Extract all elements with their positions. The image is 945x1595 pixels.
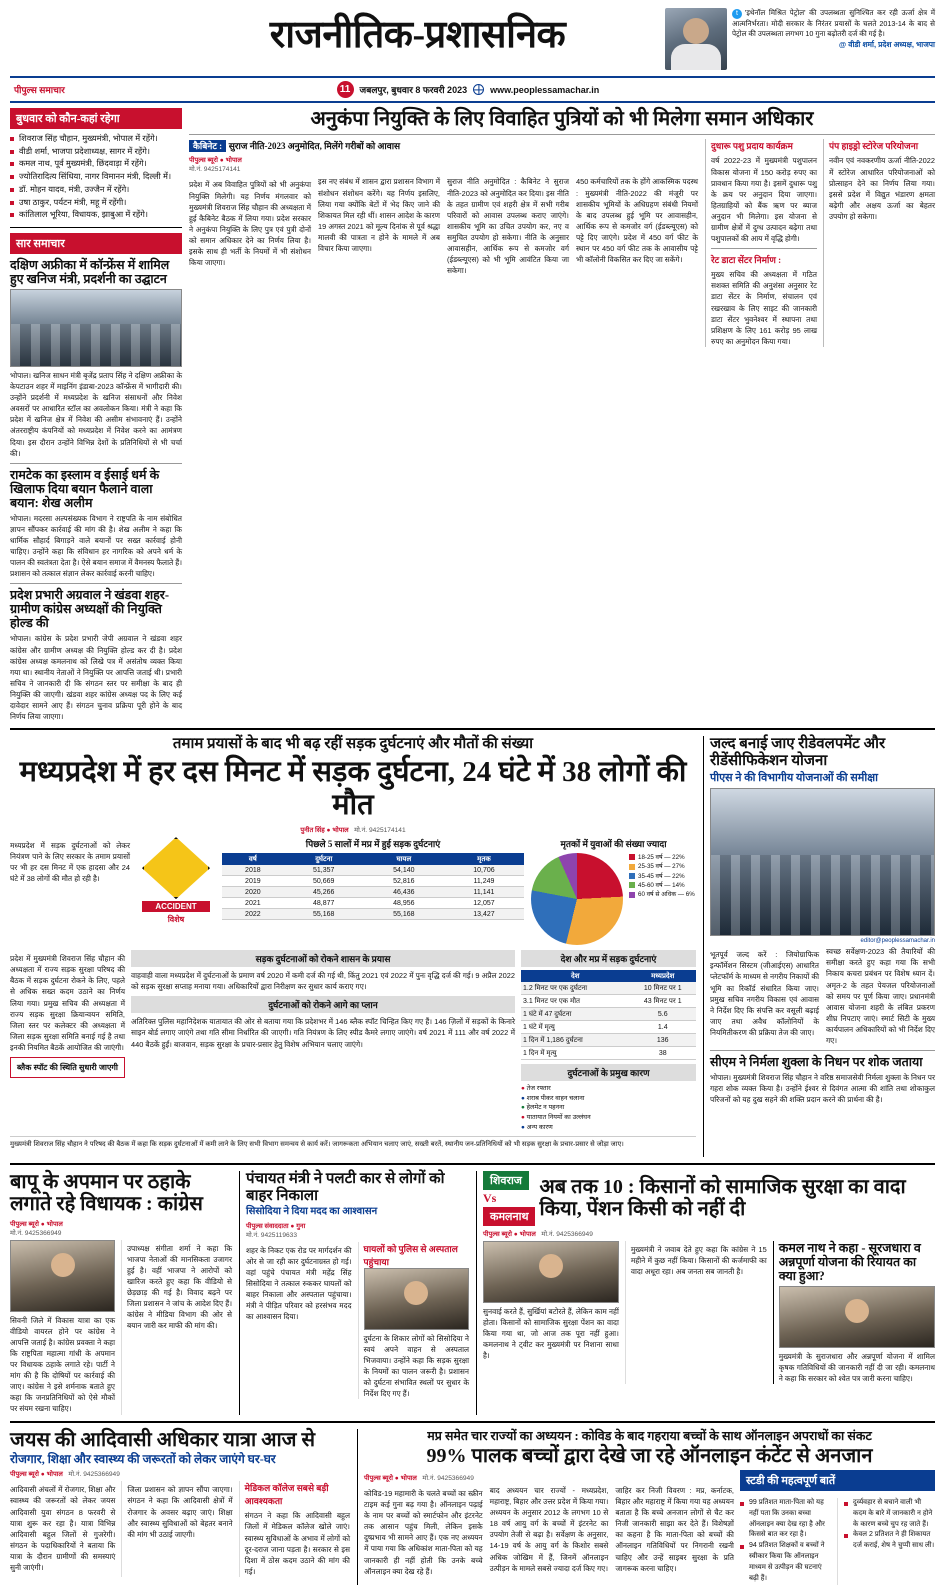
- bapu-col-2: उपाध्यक्ष संगीता शर्मा ने कहा कि भाजपा नेताओं की मानसिकता उजागर हुई है। वहीं भाजपा ने आरोपों को खारिज करते हुए कहा कि वीडियो से छेड़छाड़ की गई है। विवाद बढ़ने पर जिला प्रशासन ने जांच के आदेश दिए हैं। कांग्रेस ने मीडिया विभाग की ओर से बयान जारी कर माफी की मांग की।: [127, 1243, 232, 1331]
- masthead-center: [176, 8, 659, 56]
- legend-item: 35-45 वर्ष — 22%: [629, 872, 695, 881]
- future-plan-body: अतिरिक्त पुलिस महानिदेशक यातायात की ओर से बताया गया कि प्रदेशभर में 146 ब्लैक स्पॉट चिन्हित किए गए हैं। 146 ज़िलों में सड़कों के किनारे साइन बोर्ड लगाए जाएंगे तथा गति सीमा निर्धारित की जाएगी। गति नियंत्रण के लिए स्पीड कैमरे लगाए जाएंगे। वर्ष 2021 में 111 और वर्ष 2022 में 440 बैठकें हुईं। बाजवान, सड़क सुरक्षा के प्रचार-प्रसार हेतु विशेष अभियान चलाए जाएंगे।: [131, 1017, 515, 1049]
- online-byline: पीपुल्स ब्यूरो ● भोपाल मो.नं. 9425366949: [364, 1474, 474, 1482]
- bottom-row-1: [10, 1171, 935, 1415]
- accident-footer-note: मुख्यमंत्री शिवराज सिंह चौहान ने परिषद की बैठक में कहा कि सड़क दुर्घटनाओं में कमी लाने के लिए सभी विभाग समन्वय से कार्य करें। जागरूकता अभियान चलाए जाएं, सख्ती बरतें, स्थानीय जन-प्रतिनिधियों को भी सड़क सुरक्षा के प्रचार-प्रसार से जोड़ा जाए।: [10, 1136, 696, 1150]
- pie-chart-title: मृतकों में युवाओं की संख्या ज्यादा: [560, 839, 667, 850]
- accident-byline: पुनीत सिंह ● भोपाल मो.नं. 9425174141: [300, 827, 406, 835]
- causes-title: दुर्घटनाओं के प्रमुख कारण: [521, 1064, 696, 1081]
- special-tag: विशेष: [167, 915, 185, 925]
- list-item: ● यातायात नियमों का उल्लंघन: [521, 1113, 696, 1123]
- table-row: 2019 50,669 52,816 11,249: [222, 876, 524, 887]
- panchayat-subhead: सिसोदिया ने दिया मदद का आश्वासन: [246, 1206, 378, 1218]
- accident-intro-col: [10, 837, 130, 945]
- table-row: 1.2 मिनट पर एक दुर्घटना 10 मिनट पर 1: [521, 982, 696, 995]
- lead-headline[interactable]: अनुकंपा नियुक्ति के लिए विवाहित पुत्रियों को भी मिलेगा समान अधिकार: [310, 108, 814, 130]
- study-points-list-right: [837, 1498, 935, 1585]
- bapu-col-1: सिवनी जिले में विकास यात्रा का एक वीडियो वायरल होने पर कांग्रेस ने आपत्ति जताई है। कांग्रेस प्रवक्ता ने कहा कि राष्ट्रपिता महात्मा गांधी के अपमान पर विधायक ठहाके लगाते रहे। पार्टी ने मांग की है कि दोषियों पर कार्रवाई की जाए। कांग्रेस ने इसे शर्मनाक बताते हुए कहा कि जनप्रतिनिधियों को ऐसे मौकों पर संयम रखना चाहिए।: [10, 1315, 115, 1414]
- shivraj-photo: [483, 1241, 619, 1303]
- panchayat-story: [239, 1171, 469, 1415]
- study-points-box: [740, 1470, 935, 1585]
- causes-list: [521, 1084, 696, 1132]
- cattle-program-title: दुधारू पशु प्रदाय कार्यक्रम: [711, 141, 793, 152]
- table-row: 1 दिन में मृत्यु 38: [521, 1047, 696, 1060]
- country-state-col: [521, 950, 696, 1132]
- minister-photo: [364, 1268, 470, 1330]
- photo-caption: editor@peoplessamachar.in: [860, 938, 935, 945]
- online-overline: मप्र समेत चार राज्यों का अध्ययन : कोविड के बाद गहराया बच्चों के साथ ऑनलाइन अपराधों का संकट: [427, 1428, 872, 1443]
- list-item: दुर्व्यवहार से बचाने वाली भी कदम के बारे में जानकारी न होने के कारण बच्चे चुप रह जाते हैं।: [844, 1498, 935, 1531]
- tribal-byline: पीपुल्स ब्यूरो ● भोपाल मो.नं. 9425366949: [10, 1471, 120, 1479]
- table-row: 2018 51,357 54,140 10,706: [222, 865, 524, 876]
- list-item: ज्योतिरादित्य सिंधिया, नागर विमानन मंत्री, दिल्ली में।: [10, 171, 182, 184]
- accident-headline[interactable]: मध्यप्रदेश में हर दस मिनट में सड़क दुर्घटना, 24 घंटे में 38 लोगों की मौत: [19, 756, 687, 821]
- accident-body: प्रदेश में मुख्यमंत्री शिवराज सिंह चौहान की अध्यक्षता में राज्य सड़क सुरक्षा परिषद की बैठक में सड़क दुर्घटना रोकने के लिए, पहले से अधिक सख्त कदम उठाने का निर्णय लिया गया। प्रमुख सचिव की अध्यक्षता में राज्य सड़क सुरक्षा क्रियान्वयन समिति, जिला स्तर पर कलेक्टर की अध्यक्षता में जिला सड़क सुरक्षा समिति बनाई गई है तथा इनकी नियमित बैठकें आयोजित की जाएंगी।: [10, 954, 125, 1052]
- lead-body-wrap: [189, 139, 698, 347]
- prevention-title: सड़क दुर्घटनाओं को रोकने शासन के प्रयास: [131, 950, 515, 967]
- vs-mark: Vs: [483, 1190, 497, 1205]
- accident-table-col: [222, 837, 524, 945]
- mourn-headline[interactable]: सीएम ने निर्मला शुक्ला के निधन पर शोक जताया: [710, 1055, 923, 1070]
- list-item: 94 प्रतिशत शिक्षकों व बच्चों ने स्वीकार किया कि ऑनलाइन माध्यम से उत्पीड़न की घटनाएं बढ़ी हैं।: [740, 1541, 831, 1584]
- col-header: घायल: [364, 853, 444, 865]
- prevention-col: [131, 950, 515, 1132]
- accident-table: [222, 853, 524, 920]
- data-center-title: रेट डाटा सेंटर निर्माण :: [711, 255, 782, 266]
- tribal-subhead: रोजगार, शिक्षा और स्वास्थ्य की जरूरतों को लेकर जाएंगे घर-घर: [10, 1451, 276, 1466]
- shivraj-vs-kamalnath: [476, 1171, 935, 1415]
- lead-columns: [189, 176, 698, 276]
- left-story-3-body: भोपाल। कांग्रेस के प्रदेश प्रभारी जेपी अग्रवाल ने खंडवा शहर कांग्रेस और ग्रामीण अध्यक्ष की नियुक्ति होल्ड कर दी है। प्रदेश कांग्रेस अध्यक्ष कमलनाथ को लिखे पत्र में असंतोष व्यक्त किया गया था। स्थानीय नेताओं ने नियुक्ति पर आपत्ति जताई थी। प्रभारी सचिव ने जानकारी दी कि संगठन स्तर पर समीक्षा के बाद ही नियुक्ति की जाएगी। खंडवा शहर कांग्रेस अध्यक्ष पद के लिए कई दावेदार सामने आए हैं। संगठन चुनाव प्रक्रिया पूरी होने के बाद निर्णय लिया जाएगा।: [10, 634, 182, 722]
- medical-college-title: मेडिकल कॉलेज सबसे बड़ी आवश्यकता: [244, 1483, 329, 1507]
- accident-sign-label: ACCIDENT: [142, 901, 210, 912]
- age-distribution-pie-chart: [531, 853, 623, 945]
- country-state-title: देश और मप्र में सड़क दुर्घटनाएं: [521, 950, 696, 967]
- masthead: [10, 8, 935, 70]
- vs-headline[interactable]: अब तक 10 : किसानों को सामाजिक सुरक्षा का वादा किया, पेंशन किसी को नहीं दी: [539, 1175, 906, 1221]
- list-item: 99 प्रतिशत माता-पिता को यह नहीं पता कि उनका बच्चा ऑनलाइन क्या देख रहा है और किससे बात कर रहा है।: [740, 1498, 831, 1541]
- left-story-1-body: भोपाल। खनिज साधन मंत्री बृजेंद्र प्रताप सिंह ने दक्षिण अफ्रीका के केपटाउन शहर में माइनिंग इंडाबा-2023 कॉन्फ्रेंस में भागीदारी की। उन्होंने प्रदर्शनी में मध्यप्रदेश के खनिज संसाधनों और निवेश अवसरों पर आधारित स्टॉल का अवलोकन किया। मंत्री ने कहा कि प्रदेश में खनिज क्षेत्र में निवेश की असीम संभावनाएं हैं। उन्होंने अंतरराष्ट्रीय कंपनियों को मध्यप्रदेश में निवेश करने का आमंत्रण दिया। इस दौरान उन्होंने विभिन्न देशों के प्रतिनिधियों से भी चर्चा की।: [10, 370, 182, 458]
- lead-col-3: सुराज नीति अनुमोदित : कैबिनेट ने सुराज नीति-2023 को अनुमोदित कर दिया। इस नीति के तहत ग्रामीण एवं शहरी क्षेत्र में सभी गरीब परिवारों को आवास उपलब्ध कराए जाएंगे। शासकीय भूमि का उचित उपयोग कर, नए व समुचित उपयोग हो सकेगा। नीति के अनुसार आवासहीन, आर्थिक रूप से कमजोर वर्ग (ईडब्ल्यूएस) को भी भूमि आवंटित किया जा सकेगा।: [447, 177, 569, 276]
- bapu-story: [10, 1171, 232, 1415]
- cabinet-kicker: सुराज नीति-2023 अनुमोदित, मिलेंगे गरीबों को आवास: [228, 141, 401, 152]
- col-header: मृतक: [444, 853, 524, 865]
- online-body-cols: [364, 1470, 734, 1585]
- accident-chart-col: [531, 837, 696, 945]
- quote-credit: @ वीडी शर्मा, प्रदेश अध्यक्ष, भाजपा: [838, 40, 935, 50]
- accident-intro: मध्यप्रदेश में सड़क दुर्घटनाओं को लेकर नियंत्रण पाने के लिए सरकार के तमाम प्रयासों पर भी हर दस मिनट में एक हादसा और 24 घंटे में 38 लोगों की मौत हो रही है।: [10, 841, 130, 884]
- hydro-storage-body: नवीन एवं नवकरणीय ऊर्जा नीति-2022 में स्टोरेज आधारित परियोजनाओं को प्रोत्साहन देने का निर्णय लिया गया। इससे प्रदेश में विद्युत भंडारण क्षमता बढ़ेगी और अक्षय ऊर्जा का बेहतर उपयोग हो सकेगा।: [829, 156, 935, 221]
- pie-legend: [629, 853, 695, 899]
- globe-icon: [473, 84, 484, 95]
- mourn-body: भोपाल। मुख्यमंत्री शिवराज सिंह चौहान ने वरिष्ठ समाजसेवी निर्मला शुक्ला के निधन पर गहरा शोक व्यक्त किया है। उन्होंने ईश्वर से दिवंगत आत्मा की शांति तथा शोकाकुल परिजनों को यह दुख सहने की शक्ति प्रदान करने की प्रार्थना की है।: [710, 1073, 935, 1105]
- whowhere-list: [10, 133, 182, 222]
- vs-col-1: सुनवाई करते हैं, सुर्खियां बटोरते हैं, लेकिन काम नहीं होता। किसानों को सामाजिक सुरक्षा पेंशन का वादा किया गया था, जो आज तक पूरा नहीं हुआ। कमलनाथ ने ट्वीट कर मुख्यमंत्री पर निशाना साधा है।: [483, 1306, 619, 1361]
- col-header: देश: [521, 970, 629, 982]
- lead-col-2: इस नए संबंध में शासन द्वारा प्रशासन विभाग में संशोधन संशोधन करेंगे। यह निर्णय इसलिए, लिया गया क्योंकि बेटों में भेद किए जाने की शिकायत मिल रही थीं। शासन आदेश के कारण 19 अगस्त 2021 को मूल्य दिनांक से पूर्व श्रद्धा मालवी की पात्रता न होने के मामले में अब विचार किया जाएगा।: [318, 177, 440, 254]
- table-row: 3.1 मिनट पर एक मौत 43 मिनट पर 1: [521, 995, 696, 1008]
- online-col-3: जाहिर कर निजी विवरण : मप्र, कर्नाटक, बिहार और महाराष्ट्र में किया गया यह अध्ययन बताता है कि बच्चे अनजान लोगों से चैट कर निजी जानकारी साझा कर देते हैं। विशेषज्ञों का कहना है कि माता-पिता को बच्चों की ऑनलाइन गतिविधियों पर निगरानी रखनी चाहिए और उन्हें साइबर सुरक्षा के प्रति जागरूक करना चाहिए।: [615, 1485, 734, 1573]
- redevelopment-columns: [710, 946, 935, 1046]
- panchayat-sub-title: घायलों को पुलिस से अस्पताल पहुंचाया: [363, 1243, 458, 1267]
- list-item: कांतिलाल भूरिया, विधायक, झाबुआ में रहेंगे।: [10, 209, 182, 222]
- list-item: ● शराब पीकर वाहन चलाना: [521, 1094, 696, 1104]
- panchayat-headline[interactable]: पंचायत मंत्री ने पलटी कार से लोगों को बाहर निकाला: [246, 1170, 445, 1204]
- col-header: वर्ष: [222, 853, 284, 865]
- twitter-icon: t: [732, 9, 742, 19]
- redevelopment-col-1: भूतपूर्व जल्द करें : जियोग्राफिक इन्फॉर्मेशन सिस्टम (जीआईएस) आधारित प्लेटफॉर्म के माध्यम से नगरीय निकायों की भूमि का रिकॉर्ड संधारित किया जाए। प्रमुख सचिव नगरीय विकास एवं आवास ने निर्देश दिए कि संपत्ति कर वसूली बढ़ाई जाए तथा अवैध कॉलोनियों के नियमितीकरण की प्रक्रिया तेज की जाए।: [710, 950, 819, 1037]
- cattle-program-body: वर्ष 2022-23 में मुख्यमंत्री पशुपालन विकास योजना में 150 करोड़ रुपए का प्रावधान किया गया है। इसमें दुधारू पशु के क्रय पर अनुदान दिया जाएगा। हितग्राहियों को बैंक ऋण पर ब्याज अनुदान भी मिलेगा। इस योजना से ग्रामीण क्षेत्रों में दुग्ध उत्पादन बढ़ेगा तथा पशुपालकों की आय में वृद्धि होगी।: [711, 156, 817, 244]
- list-item: वीडी शर्मा, भाजपा प्रदेशाध्यक्ष, सागर में रहेंगे।: [10, 146, 182, 159]
- list-item: केवल 2 प्रतिशत ने ही शिकायत दर्ज कराई, शेष ने चुप्पी साध ली।: [844, 1530, 935, 1552]
- meeting-photo: [710, 788, 935, 936]
- blackspot-box: ब्लैक स्पॉट की स्थिति सुधारी जाएगी: [10, 1057, 125, 1078]
- bapu-byline: पीपुल्स ब्यूरो ● भोपाल मो.नं. 9425366949: [10, 1220, 63, 1237]
- kamalnath-badge: कमलनाथ: [483, 1207, 535, 1226]
- page-title: राजनीतिक-प्रशासनिक: [269, 14, 566, 56]
- story-photo-delegation: [10, 289, 182, 367]
- col-header: दुर्घटना: [284, 853, 364, 865]
- accident-table-title: पिछले 5 सालों में मप्र में हुई सड़क दुर्घटनाएं: [305, 839, 441, 850]
- header-bar: [10, 76, 935, 103]
- accident-body-col: [10, 950, 125, 1132]
- future-plan-title: दुर्घटनाओं को रोकने आगे का प्लान: [131, 996, 515, 1013]
- header-center: [337, 81, 600, 98]
- table-row: 2020 45,266 46,436 11,141: [222, 887, 524, 898]
- leader-portrait: [665, 8, 727, 70]
- list-item: डॉ. मोहन यादव, मंत्री, उज्जैन में रहेंगे।: [10, 184, 182, 197]
- legend-item: 60 वर्ष से अधिक — 6%: [629, 890, 695, 899]
- cabinet-label: कैबिनेट :: [189, 140, 226, 152]
- kamalnath-photo: [779, 1286, 935, 1348]
- online-col-2: बाद अध्ययन चार राज्यों - मध्यप्रदेश, महाराष्ट्र, बिहार और उत्तर प्रदेश में किया गया। अध्ययन के अनुसार 2012 के लगभग 10 से 18 वर्ष आयु वर्ग के बच्चों में इंटरनेट का उपयोग तेजी से बढ़ा है। सर्वेक्षण के अनुसार, 14-19 वर्ष के आयु वर्ग के किशोर सबसे अधिक जोखिम में हैं, जिनमें ऑनलाइन उत्पीड़न के मामले सबसे ज्यादा दर्ज किए गए।: [489, 1485, 609, 1573]
- accident-overline: तमाम प्रयासों के बाद भी बढ़ रहीं सड़क दुर्घटनाएं और मौतों की संख्या: [172, 736, 534, 753]
- tribal-story: [10, 1429, 350, 1585]
- country-state-table: [521, 970, 696, 1060]
- place-date: जबलपुर, बुधवार 8 फरवरी 2023: [359, 85, 468, 95]
- left-story-2-headline[interactable]: रामटेक का इस्लाम व ईसाई धर्म के खिलाफ दिया बयान फैलाने वाला बयान: शेख अलीम: [10, 467, 160, 510]
- top-section: [10, 108, 935, 722]
- panchayat-col-2: दुर्घटना के शिकार लोगों को सिसोदिया ने स्वयं अपने वाहन से अस्पताल भिजवाया। उन्होंने कहा कि सड़क सुरक्षा के नियमों का पालन जरूरी है। प्रशासन को दुर्घटना संभावित स्थलों पर सुधार के निर्देश दिए गए हैं।: [363, 1333, 469, 1399]
- study-points-list-left: [740, 1498, 831, 1585]
- redevelopment-headline[interactable]: जल्द बनाई जाए रीडेवलपमेंट और रीडेंसीफिकेशन योजना: [710, 736, 886, 770]
- whowhere-header: बुधवार को कौन-कहां रहेगा: [10, 108, 182, 129]
- table-row: 1 घंटे में 47 दुर्घटना 5.6: [521, 1008, 696, 1021]
- tribal-col-1: आदिवासी अंचलों में रोजगार, शिक्षा और स्वास्थ्य की जरूरतों को लेकर जयस आदिवासी युवा संगठन 8 फरवरी से यात्रा शुरू कर रहा है। यात्रा विभिन्न आदिवासी बहुल जिलों से गुजरेगी। संगठन के पदाधिकारियों ने बताया कि यात्रा के दौरान ग्रामीणों की समस्याएं सुनी जाएंगी।: [10, 1485, 116, 1573]
- shivraj-badge: शिवराज: [483, 1171, 529, 1190]
- accident-section: [10, 736, 935, 1156]
- lead-col-1: प्रदेश में अब विवाहित पुत्रियों को भी अनुकंपा नियुक्ति मिलेगी। यह निर्णय मंगलवार को मुख्यमंत्री शिवराज सिंह चौहान की अध्यक्षता में हुई कैबिनेट बैठक में लिया गया। प्रदेश सरकार ने अनुकंपा नियुक्ति के लिए पुत्र एवं पुत्री दोनों को समान अधिकार देने का निर्णय लिया है। इसके साथ ही भर्ती के नियमों में भी संशोधन किया जाएगा।: [189, 180, 311, 268]
- table-row: 2021 48,877 48,956 12,057: [222, 898, 524, 909]
- left-story-1-headline[interactable]: दक्षिण अफ्रीका में कॉन्फ्रेंस में शामिल हुए खनिज मंत्री, प्रदर्शनी का उद्घाटन: [10, 257, 170, 286]
- brand-name: पीपुल्स समाचार: [14, 85, 65, 95]
- vs-col-3: मुख्यमंत्री के सुराजधारा और अन्नपूर्णा योजना में शामिल कृषक गतिविधियों की जानकारी नहीं दी जा रही। कमलनाथ ने कहा कि सरकार को श्वेत पत्र जारी करना चाहिए।: [778, 1351, 935, 1383]
- vs-byline: पीपुल्स ब्यूरो ● भोपाल मो.नं. 9425366949: [483, 1230, 593, 1238]
- redevelopment-col-2: स्वच्छ सर्वेक्षण-2023 की तैयारियों की समीक्षा करते हुए कहा गया कि सभी निकाय कचरा प्रबंधन पर विशेष ध्यान दें। अमृत-2 के तहत पेयजल परियोजनाओं को समय पर पूर्ण किया जाए। प्रधानमंत्री आवास योजना शहरी के लंबित प्रकरण शीघ्र निपटाए जाएं। स्मार्ट सिटी के मुख्य कार्यपालन अधिकारियों को भी निर्देश दिए गए।: [826, 947, 935, 1046]
- list-item: कमल नाथ, पूर्व मुख्यमंत्री, छिंदवाड़ा में रहेंगे।: [10, 158, 182, 171]
- accident-warning-icon: [142, 837, 210, 899]
- kamalnath-sub-headline[interactable]: कमल नाथ ने कहा - सूरजधारा व अन्नपूर्णा योजना की रियायत का क्या हुआ?: [778, 1240, 921, 1283]
- panchayat-col-1: शहर के निकट एक रोड पर मार्गदर्शन की ओर से जा रही कार दुर्घटनाग्रस्त हो गई। वहां पहुंचे पंचायत मंत्री महेंद्र सिंह सिसोदिया ने तत्काल रुककर घायलों को बाहर निकाला और अस्पताल पहुंचाया। मंत्री ने पीड़ित परिवार को हरसंभव मदद का आश्वासन दिया।: [246, 1245, 352, 1322]
- online-col-1: कोविड-19 महामारी के चलते बच्चों का स्क्रीन टाइम कई गुना बढ़ गया है। ऑनलाइन पढ़ाई के नाम पर बच्चों को स्मार्टफोन और इंटरनेट तक आसान पहुंच मिली, लेकिन इसके दुष्प्रभाव भी सामने आए हैं। एक नए अध्ययन में पाया गया कि अधिकांश माता-पिता को यह जानकारी ही नहीं होती कि उनके बच्चे ऑनलाइन क्या देख रहे हैं।: [364, 1488, 483, 1576]
- redevelopment-subhead: पीएस ने की विभागीय योजनाओं की समीक्षा: [710, 771, 878, 784]
- prevention-body: वाहवाही वाला मध्यप्रदेश में दुर्घटनाओं के प्रमाण वर्ष 2020 में कमी दर्ज की गई थी, किंतु 2021 एवं 2022 में पुनः वृद्धि दर्ज की गई। 9 अप्रैल 2022 को सड़क सुरक्षा सप्ताह मनाया गया। अधिकारियों द्वारा निरीक्षण कर सुधार कार्य कराए गए।: [131, 971, 515, 992]
- left-story-2-body: भोपाल। मदरसा अल्पसंख्यक विभाग ने राष्ट्रपति के नाम संबोधित ज्ञापन सौंपकर कार्रवाई की मांग की है। शेख अलीम ने कहा कि धार्मिक सौहार्द बिगाड़ने वाले बयानों पर सख्त कार्रवाई होनी चाहिए। उन्होंने कहा कि संविधान हर नागरिक को अपने धर्म के पालन की स्वतंत्रता देता है। ऐसे बयान समाज में वैमनस्य फैलाते हैं। प्रशासन को तत्काल संज्ञान लेकर कार्रवाई करनी चाहिए।: [10, 513, 182, 579]
- list-item: ● हेलमेट न पहनना: [521, 1103, 696, 1113]
- col-header: मध्यप्रदेश: [629, 970, 696, 982]
- tribal-col-3: संगठन ने कहा कि आदिवासी बहुल जिलों में मेडिकल कॉलेज खोले जाएं। स्वास्थ्य सुविधाओं के अभाव में लोगों को दूर-दराज जाना पड़ता है। सरकार से इस दिशा में ठोस कदम उठाने की मांग की गई।: [244, 1511, 350, 1576]
- left-rail: [10, 108, 182, 722]
- legend-item: 18-25 वर्ष — 22%: [629, 853, 695, 862]
- tribal-headline[interactable]: जयस की आदिवासी अधिकार यात्रा आज से: [10, 1428, 316, 1451]
- legend-item: 25-35 वर्ष — 27%: [629, 862, 695, 871]
- list-item: शिवराज सिंह चौहान, मुख्यमंत्री, भोपाल में रहेंगे।: [10, 133, 182, 146]
- lead-right-rail: [705, 139, 935, 347]
- website-url[interactable]: www.peoplessamachar.in: [490, 84, 600, 95]
- table-row: 1 घंटे में मृत्यु 1.4: [521, 1021, 696, 1034]
- quote-text: t 'इथेनॉल मिश्रित पेट्रोल' की उपलब्धता सुनिश्चित कर रही ऊर्जा क्षेत्र में आत्मनिर्भरता। मोदी सरकार के निरंतर प्रयासों के चलते 2013-14 के बाद से पेट्रोल की उपलब्धता लगभग 10 गुना बढ़ोतरी दर्ज की गई है।: [732, 8, 935, 38]
- list-item: ● अन्य कारण: [521, 1123, 696, 1133]
- online-study-story: [357, 1429, 935, 1585]
- accident-sign-col: [137, 837, 215, 945]
- masthead-quote-block: [665, 8, 935, 70]
- hydro-storage-title: पंप हाइड्रो स्टोरेज परियोजना: [829, 141, 919, 152]
- left-story-3-headline[interactable]: प्रदेश प्रभारी अग्रवाल ने खंडवा शहर-ग्रामीण कांग्रेस अध्यक्षों की नियुक्ति होल्ड की: [10, 588, 170, 631]
- news-summary-header: सार समाचार: [10, 233, 182, 254]
- table-row: 1 दिन में 1,186 दुर्घटना 136: [521, 1034, 696, 1047]
- legend-item: 45-60 वर्ष — 14%: [629, 881, 695, 890]
- lead-byline: पीपुल्स ब्यूरो ● भोपाल मो.नं. 9425174141: [189, 157, 242, 174]
- list-item: ● तेज रफ्तार: [521, 1084, 696, 1094]
- congress-spokesperson-photo: [10, 1240, 115, 1312]
- page-number-badge: 11: [337, 81, 354, 98]
- lead-col-4: 450 कर्मचारियों तक के होंगे आकस्मिक पदस्थ : मुख्यमंत्री नीति-2022 की मंजूरी पर शासकीय भूमियों के अधिग्रहण संबंधी नियमों के बाद उपलब्ध हुई भूमि पर आवासहीन, आर्थिक रूप से कमजोर वर्ग (ईडब्ल्यूएस) को पट्टे दिए जाएंगे। प्रदेश में 450 वर्ग फीट के स्थान पर 450 वर्ग फीट तक के आवासीय पट्टे भी कॉलोनी विकसित कर दिए जा सकेंगे।: [576, 177, 698, 265]
- table-row: 2022 55,168 55,168 13,427: [222, 909, 524, 920]
- vs-col-2: मुख्यमंत्री ने जवाब देते हुए कहा कि कांग्रेस ने 15 महीने में कुछ नहीं किया। किसानों की कर्जमाफी का वादा अधूरा रहा। अब जनता सब जानती है।: [630, 1244, 767, 1276]
- accident-main: [10, 736, 696, 1156]
- panchayat-byline: पीपुल्स संवाददाता ● गुना मो.नं. 9425119633: [246, 1222, 306, 1239]
- redevelopment-section: [703, 736, 935, 1156]
- bapu-headline[interactable]: बापू के अपमान पर ठहाके लगाते रहे विधायक : कांग्रेस: [10, 1170, 203, 1216]
- tribal-col-2: जिला प्रशासन को ज्ञापन सौंपा जाएगा। संगठन ने कहा कि आदिवासी क्षेत्रों में रोजगार के अवसर बढ़ाए जाएं। शिक्षा और स्वास्थ्य सुविधाओं को बेहतर बनाने की मांग भी उठाई जाएगी।: [127, 1485, 233, 1539]
- data-center-body: मुख्य सचिव की अध्यक्षता में गठित सशक्त समिति की अनुशंसा अनुसार रेट डाटा सेंटर के निर्माण, संचालन एवं रखरखाव के लिए साइट की जानकारी डाटा सेंटर भुवनेश्वर में स्थापना तथा प्रशिक्षण के लिए 161 करोड़ 95 लाख रुपए का अनुमोदन किया गया।: [711, 270, 817, 346]
- online-headline[interactable]: 99% पालक बच्चों द्वारा देखे जा रहे ऑनलाइन कंटेंट से अनजान: [426, 1444, 873, 1467]
- main-column: [189, 108, 935, 722]
- bottom-row-2: [10, 1429, 935, 1585]
- study-points-title: स्टडी की महत्वपूर्ण बातें: [740, 1470, 935, 1491]
- list-item: उषा ठाकुर, पर्यटन मंत्री, महू में रहेंगी।: [10, 197, 182, 210]
